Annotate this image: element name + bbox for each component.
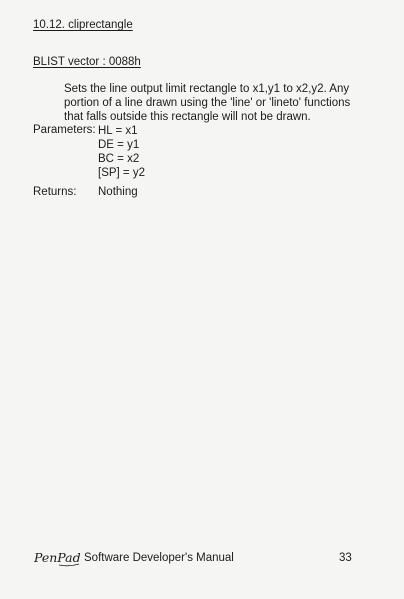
returns-value: Nothing — [98, 186, 138, 198]
penpad-logo-text: PenPad — [34, 550, 81, 565]
parameter-item: BC = x2 — [98, 153, 140, 165]
penpad-logo — [33, 546, 81, 568]
parameters-label: Parameters: — [33, 124, 96, 136]
function-description: Sets the line output limit rectangle to x1,y1 to x2,y2. Any portion of a line drawn using the 'line' or 'lineto' functions that falls outside this rectangle will not be drawn. — [64, 83, 351, 123]
section-title: 10.12. cliprectangle — [33, 19, 133, 31]
blist-vector: BLIST vector : 0088h — [33, 56, 141, 68]
returns-label: Returns: — [33, 186, 77, 198]
footer-manual-title: Software Developer's Manual — [84, 552, 234, 564]
parameter-item: [SP] = y2 — [98, 167, 145, 179]
parameter-item: HL = x1 — [98, 125, 138, 137]
page-number: 33 — [339, 552, 352, 564]
parameter-item: DE = y1 — [98, 139, 140, 151]
parameters-list — [98, 124, 145, 180]
